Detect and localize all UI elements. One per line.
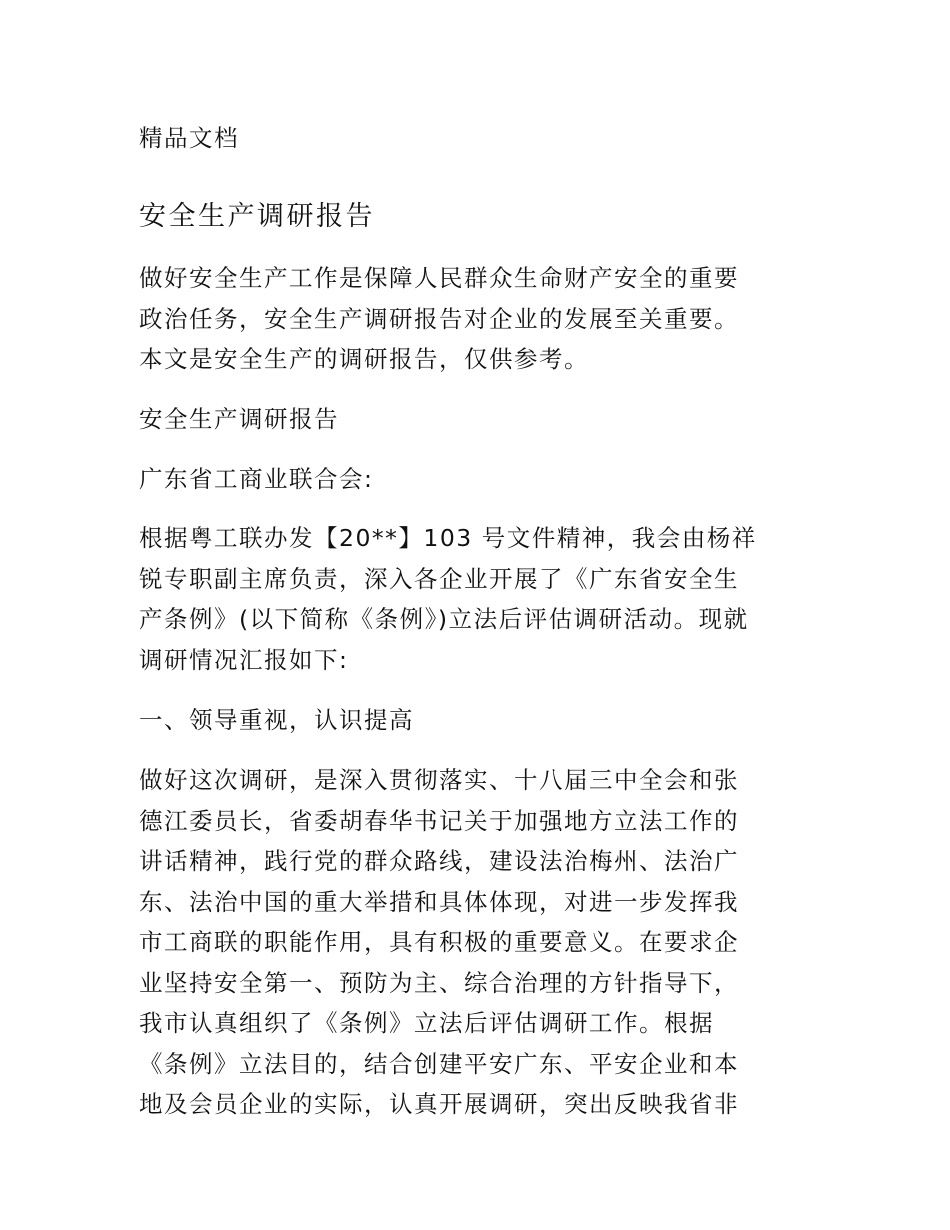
intro-line: 政治任务，安全生产调研报告对企业的发展至关重要。 <box>139 304 739 333</box>
section-1-heading: 一、领导重视，认识提高 <box>139 706 414 734</box>
addressee: 广东省工商业联合会: <box>139 465 374 493</box>
paragraph-line: 讲话精神，践行党的群众路线，建设法治梅州、法治广 <box>139 847 739 875</box>
paragraph-line: 市工商联的职能作用，具有积极的重要意义。在要求企 <box>139 928 739 956</box>
paragraph-2 <box>139 760 819 1125</box>
intro-line: 本文是安全生产的调研报告，仅供参考。 <box>139 345 589 373</box>
paragraph-line: 根据粤工联办发【20**】103 号文件精神，我会由杨祥 <box>139 524 757 552</box>
intro-paragraph <box>139 258 819 380</box>
paragraph-line: 产条例》(以下简称《条例》)立法后评估调研活动。现就 <box>139 605 749 633</box>
header-label: 精品文档 <box>139 124 239 152</box>
paragraph-line: 《条例》立法目的，结合创建平安广东、平安企业和本 <box>139 1049 739 1078</box>
paragraph-1 <box>139 518 819 680</box>
paragraph-line: 业坚持安全第一、预防为主、综合治理的方针指导下， <box>139 968 739 997</box>
paragraph-line: 德江委员长，省委胡春华书记关于加强地方立法工作的 <box>139 806 739 835</box>
paragraph-line: 做好这次调研，是深入贯彻落实、十八届三中全会和张 <box>139 766 739 794</box>
paragraph-line: 我市认真组织了《条例》立法后评估调研工作。根据 <box>139 1009 714 1037</box>
paragraph-line: 地及会员企业的实际，认真开展调研，突出反映我省非 <box>139 1090 739 1118</box>
paragraph-line: 锐专职副主席负责，深入各企业开展了《广东省安全生 <box>139 564 739 593</box>
subtitle: 安全生产调研报告 <box>139 405 339 433</box>
paragraph-line: 调研情况汇报如下: <box>139 645 349 674</box>
intro-line: 做好安全生产工作是保障人民群众生命财产安全的重要 <box>139 264 739 292</box>
document-title: 安全生产调研报告 <box>139 201 375 232</box>
paragraph-line: 东、法治中国的重大举措和具体体现，对进一步发挥我 <box>139 887 739 916</box>
